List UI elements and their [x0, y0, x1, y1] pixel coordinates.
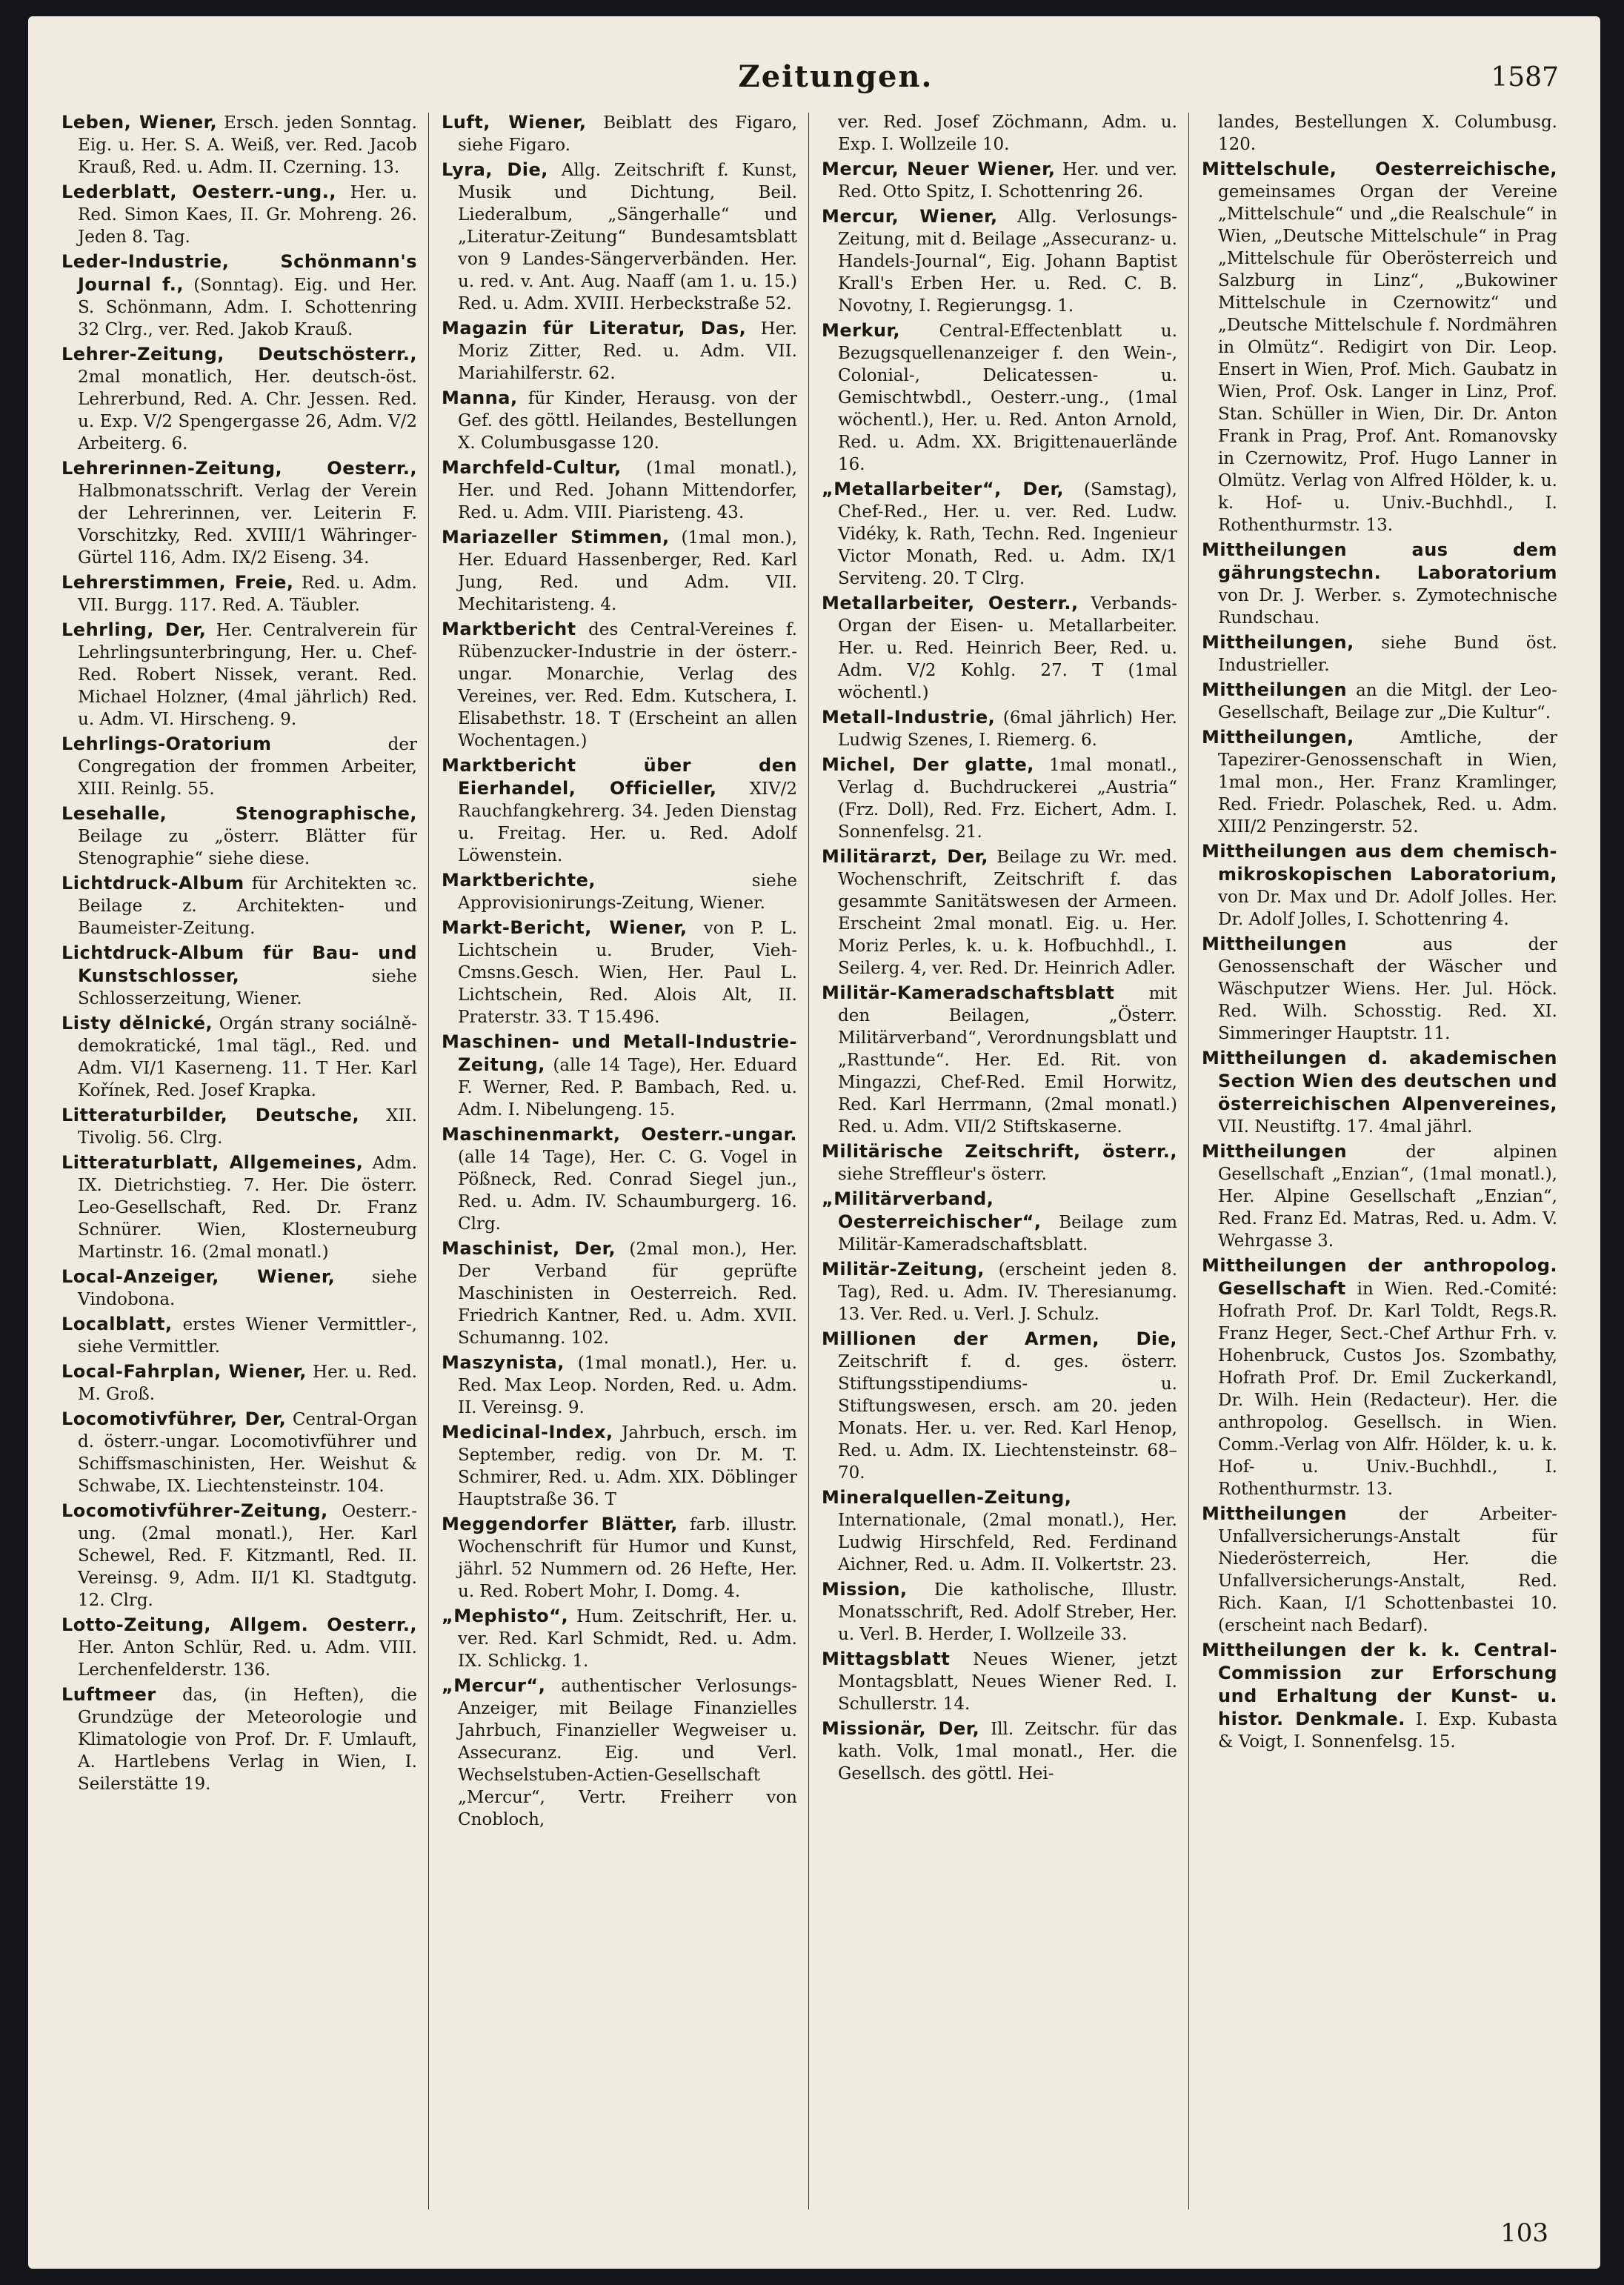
entry-text: von Dr. J. Werber. s. Zymotechnische Rundschau. — [1218, 586, 1557, 628]
column-divider — [428, 113, 429, 2209]
entry-text: (alle 14 Tage), Her. Eduard F. Werner, Red. P. Bambach, Red. u. Adm. I. Nibelungeng. 15. — [458, 1056, 797, 1120]
directory-entry — [442, 159, 797, 315]
directory-entry — [1202, 1639, 1557, 1753]
entry-headword: Leder-Industrie, Schönmann's Journal f., — [61, 251, 417, 295]
entry-text: Red. u. Adm. VII. Burgg. 117. Red. A. Täubler. — [78, 573, 417, 615]
column-4 — [1202, 111, 1557, 2215]
entry-text: aus der Genossenschaft der Wäscher und Wäschputzer Wiens. Her. Jul. Höck. Red. Wilh. Schosstig. Red. XI. Simmeringer Hauptstr. 11. — [1218, 935, 1557, 1043]
entry-headword: Leben, Wiener, — [61, 112, 218, 133]
entry-headword: Lichtdruck-Album — [61, 873, 244, 894]
entry-text: Beilage zu Wr. med. Wochenschrift, Zeitschrift f. das gesammte Sanitätswesen der Armeen. Erscheint 2mal monatl. Eig. u. Her. Moriz Perles, k. u. k. Hofbuchhdl., I. Seilerg. 4, ver. Red. Dr. Heinrich Adler. — [838, 848, 1177, 978]
entry-text: Die katholische, Illustr. Monatsschrift, Red. Adolf Streber, Her. u. Verl. B. Herder, I. Wollzeile 33. — [838, 1580, 1177, 1644]
directory-entry — [61, 457, 417, 569]
entry-text: Internationale, (2mal monatl.), Her. Ludwig Hirschfeld, Red. Ferdinand Aichner, Red. u. Adm. II. Volkertstr. 23. — [838, 1511, 1177, 1574]
entry-text: der Arbeiter-Unfallversicherungs-Anstalt für Niederösterreich, Her. die Unfallversicherungs-Anstalt, Red. Rich. Kaan, I/1 Schottenbastei 10. (erscheint nach Bedarf). — [1218, 1505, 1557, 1635]
directory-entry — [1202, 631, 1557, 676]
directory-entry — [61, 1360, 417, 1406]
column-1 — [61, 111, 417, 2215]
directory-entry — [61, 942, 417, 1010]
entry-text: von Dr. Max und Dr. Adolf Jolles. Her. Dr. Adolf Jolles, I. Schottenring 4. — [1218, 888, 1557, 929]
footer-number: 103 — [1500, 2218, 1548, 2248]
column-2 — [442, 111, 797, 2215]
directory-entry — [822, 1258, 1177, 1326]
entry-text: (1mal monatl.), Her. u. Red. Max Leop. Norden, Red. u. Adm. II. Vereinsg. 9. — [458, 1354, 797, 1417]
entry-headword: Merkur, — [822, 320, 900, 341]
directory-entry — [442, 1421, 797, 1511]
directory-entry — [442, 1123, 797, 1235]
entry-text: Allg. Zeitschrift f. Kunst, Musik und Dichtung, Beil. Liederalbum, „Sängerhalle“ und „Literatur-Zeitung“ Bundesamtsblatt von 9 Landes-Sängerverbänden. Her. u. red. v. Ant. Aug. Naaff (am 1. u. 15.) Red. u. Adm. XVIII. Herbeckstraße 52. — [458, 161, 797, 313]
entry-headword: Locomotivführer, Der, — [61, 1408, 287, 1429]
entry-headword: Mittheilungen aus dem gährungstechn. Laboratorium — [1202, 539, 1557, 583]
entry-text: für Architekten ꝛc. Beilage z. Architekten- und Baumeister-Zeitung. — [78, 874, 417, 938]
directory-entry — [442, 1674, 797, 1831]
directory-entry — [61, 343, 417, 455]
entry-headword: Lehrer-Zeitung, Deutschösterr., — [61, 344, 417, 365]
directory-entry — [442, 1513, 797, 1603]
directory-entry — [61, 1265, 417, 1311]
entry-text: siehe Bund öst. Industrieller. — [1218, 633, 1557, 675]
entry-headword: Mittelschule, Oesterreichische, — [1202, 159, 1557, 179]
entry-headword: Lederblatt, Oesterr.-ung., — [61, 182, 336, 202]
directory-entry — [442, 1605, 797, 1672]
directory-entry — [442, 111, 797, 156]
entry-headword: Mittheilungen — [1202, 934, 1348, 954]
entry-text: Beilage zum Militär-Kameradschaftsblatt. — [838, 1213, 1177, 1254]
directory-entry — [1202, 1503, 1557, 1637]
entry-text: (alle 14 Tage), Her. C. G. Vogel in Pößneck, Red. Conrad Siegel jun., Red. u. Adm. IV. Schaumburgerg. 16. Clrg. — [458, 1148, 797, 1234]
entry-headword: Mittagsblatt — [822, 1649, 951, 1669]
directory-entry — [442, 869, 797, 914]
directory-entry — [822, 1578, 1177, 1646]
entry-text: (1mal mon.), Her. Eduard Hassenberger, Red. Karl Jung, Red. und Adm. VII. Mechitaristeng. 4. — [458, 528, 797, 614]
directory-entry — [822, 205, 1177, 317]
entry-text: siehe Approvisionirungs-Zeitung, Wiener. — [458, 871, 797, 913]
entry-headword: Mission, — [822, 1579, 908, 1600]
entry-headword: Marktbericht — [442, 619, 576, 639]
entry-headword: Militärarzt, Der, — [822, 846, 989, 867]
directory-entry — [822, 1328, 1177, 1484]
entry-headword: Mariazeller Stimmen, — [442, 527, 670, 548]
page-number: 1587 — [1491, 62, 1559, 93]
entry-headword: Meggendorfer Blätter, — [442, 1514, 678, 1534]
entry-text: (6mal jährlich) Her. Ludwig Szenes, I. Riemerg. 6. — [838, 708, 1177, 750]
entry-headword: Lehrling, Der, — [61, 619, 207, 640]
entry-headword: Mittheilungen der anthropolog. Gesellschaft — [1202, 1255, 1557, 1299]
directory-entry — [822, 982, 1177, 1138]
directory-entry — [822, 478, 1177, 590]
entry-text: Central-Organ d. österr.-ungar. Locomotivführer und Schiffsmaschinisten, Her. Weishut & Schwabe, IX. Liechtensteinstr. 104. — [78, 1410, 417, 1496]
directory-entry — [822, 1486, 1177, 1576]
directory-entry — [1202, 840, 1557, 931]
entry-headword: Marktbericht über den Eierhandel, Officieller, — [442, 755, 797, 799]
entry-text: Her. u. Red. Simon Kaes, II. Gr. Mohreng. 26. Jeden 8. Tag. — [78, 183, 417, 247]
directory-entry — [61, 1683, 417, 1795]
entry-text: siehe Streffleur's österr. — [838, 1165, 1047, 1184]
directory-entry — [442, 1237, 797, 1349]
directory-entry — [1202, 158, 1557, 536]
directory-entry — [61, 1614, 417, 1681]
entry-headword: Maschinenmarkt, Oesterr.-ungar. — [442, 1124, 797, 1145]
directory-entry — [61, 1104, 417, 1149]
directory-entry — [61, 802, 417, 870]
entry-headword: Metall-Industrie, — [822, 707, 996, 728]
directory-entry — [61, 1500, 417, 1612]
directory-entry — [1202, 111, 1557, 156]
entry-headword: Mittheilungen d. akademischen Section Wien des deutschen und österreichischen Alpenvereines, — [1202, 1048, 1557, 1114]
entry-text: der alpinen Gesellschaft „Enzian“, (1mal monatl.), Her. Alpine Gesellschaft „Enzian“, Red. Franz Ed. Matras, Red. u. Adm. V. Wehrgasse 3. — [1218, 1142, 1557, 1251]
entry-headword: Marktberichte, — [442, 870, 596, 891]
entry-headword: Mineralquellen-Zeitung, — [822, 1487, 1072, 1508]
entry-text: Allg. Verlosungs-Zeitung, mit d. Beilage „Assecuranz- u. Handels-Journal“, Eig. Johann Baptist Krall's Erben Her. u. Red. C. B. Novotny, I. Regierungsg. 1. — [838, 207, 1177, 316]
entry-text: Adm. IX. Dietrichstieg. 7. Her. Die österr. Leo-Gesellschaft, Red. Dr. Franz Schnürer. Wien, Klosterneuburg Martinstr. 16. (2mal monatl.) — [78, 1154, 417, 1262]
entry-text: von P. L. Lichtschein u. Bruder, Vieh-Cmsns.Gesch. Wien, Her. Paul L. Lichtschein, Red. Alois Alt, II. Praterstr. 33. T 15.496. — [458, 919, 797, 1027]
column-3 — [822, 111, 1177, 2215]
directory-entry — [442, 754, 797, 867]
entry-headword: Localblatt, — [61, 1314, 173, 1334]
entry-text: mit den Beilagen, „Österr. Militärverband“, Verordnungsblatt und „Rasttunde“. Her. Ed. Rit. von Mingazzi, Chef-Red. Emil Horwitz, Red. Karl Herrmann, (2mal monatl.) Red. u. Adm. VII/2 Stiftskaserne. — [838, 984, 1177, 1137]
entry-text: an die Mitgl. der Leo-Gesellschaft, Beilage zur „Die Kultur“. — [1218, 681, 1557, 722]
entry-headword: Mittheilungen — [1202, 679, 1348, 700]
entry-headword: Michel, Der glatte, — [822, 754, 1034, 775]
directory-entry — [61, 1151, 417, 1263]
directory-entry — [822, 1717, 1177, 1785]
entry-headword: Lehrerinnen-Zeitung, Oesterr., — [61, 458, 417, 479]
entry-text: Orgán strany sociálně-demokratické, 1mal tägl., Red. und Adm. VI/1 Kaserneng. 11. T Her. Karl Kořínek, Red. Josef Krapka. — [78, 1014, 417, 1100]
entry-text: 2mal monatlich, Her. deutsch-öst. Lehrerbund, Red. A. Chr. Jessen. Red. u. Exp. V/2 Spengergasse 26, Adm. V/2 Arbeiterg. 6. — [78, 367, 417, 453]
entry-text: I. Exp. Kubasta & Voigt, I. Sonnenfelsg. 15. — [1218, 1710, 1557, 1752]
directory-entry — [1202, 1254, 1557, 1500]
directory-entry — [822, 1140, 1177, 1185]
entry-text: Neues Wiener, jetzt Montagsblatt, Neues Wiener Red. I. Schullerstr. 14. — [838, 1650, 1177, 1714]
directory-entry — [61, 733, 417, 800]
directory-entry — [442, 618, 797, 752]
entry-headword: Lichtdruck-Album für Bau- und Kunstschlosser, — [61, 942, 417, 986]
entry-headword: Luft, Wiener, — [442, 112, 587, 133]
entry-text: Her. und ver. Red. Otto Spitz, I. Schottenring 26. — [838, 160, 1177, 202]
entry-headword: Mercur, Neuer Wiener, — [822, 159, 1056, 179]
entry-headword: Mittheilungen der k. k. Central-Commission zur Erforschung und Erhaltung der Kunst- u. histor. Denkmale. — [1202, 1640, 1557, 1729]
entry-text: das, (in Heften), die Grundzüge der Meteorologie und Klimatologie von Prof. Dr. F. Umlauft, A. Hartlebens Verlag in Wien, I. Seilerstätte 19. — [78, 1686, 417, 1794]
entry-headword: Marchfeld-Cultur, — [442, 457, 622, 478]
entry-headword: Militärische Zeitschrift, österr., — [822, 1141, 1177, 1162]
directory-entry — [61, 619, 417, 731]
entry-headword: Militär-Zeitung, — [822, 1259, 985, 1280]
entry-text: Her. Anton Schlür, Red. u. Adm. VIII. Lerchenfelderstr. 136. — [78, 1638, 417, 1680]
entry-text: Her. u. Red. M. Groß. — [78, 1363, 417, 1404]
entry-text: 1mal monatl., Verlag d. Buchdruckerei „Austria“ (Frz. Doll), Red. Frz. Eichert, Adm. I. Sonnenfelsg. 21. — [838, 756, 1177, 842]
entry-headword: Lesehalle, Stenographische, — [61, 803, 417, 824]
entry-text: Ersch. jeden Sonntag. Eig. u. Her. S. A. Weiß, ver. Red. Jacob Krauß, Red. u. Adm. II. Czerning. 13. — [78, 113, 417, 177]
entry-text: Jahrbuch, ersch. im September, redig. von Dr. M. T. Schmirer, Red. u. Adm. XIX. Döblinger Hauptstraße 36. T — [458, 1423, 797, 1509]
entry-headword: Mittheilungen, — [1202, 632, 1354, 653]
entry-text: Halbmonatsschrift. Verlag der Verein der Lehrerinnen, ver. Leiterin F. Vorschitzky, Red. XVIII/1 Währinger-Gürtel 116, Adm. IX/2 Eiseng. 34. — [78, 482, 417, 568]
entry-headword: Magazin für Literatur, Das, — [442, 318, 747, 339]
entry-text: des Central-Vereines f. Rübenzucker-Industrie in der österr.-ungar. Monarchie, Verlag des Vereines, ver. Red. Edm. Kutschera, I. Elisabethstr. 18. T (Erscheint an allen Wochentagen.) — [458, 620, 797, 751]
entry-headword: Local-Fahrplan, Wiener, — [61, 1361, 307, 1382]
entry-text: Amtliche, der Tapezirer-Genossenschaft in Wien, 1mal mon., Her. Franz Kramlinger, Red. Friedr. Polaschek, Red. u. Adm. XIII/2 Penzingerstr. 52. — [1218, 728, 1557, 836]
entry-text: in Wien. Red.-Comité: Hofrath Prof. Dr. Karl Toldt, Regs.R. Franz Heger, Sect.-Chef Arthur Frh. v. Hohenbruck, Custos Jos. Szombathy, Hofrath Prof. Dr. Emil Zuckerkandl, Dr. Wilh. Hein (Redacteur). Her. die anthropolog. Gesellsch. in Wien. Comm.-Verlag von Alfr. Hölder, k. u. k. Hof- u. Univ.-Buchhdl., I. Rothenthurmstr. 13. — [1218, 1280, 1557, 1499]
directory-entry — [61, 181, 417, 248]
entry-text: (2mal mon.), Her. Der Verband für geprüfte Maschinisten in Oesterreich. Red. Friedrich Kantner, Red. u. Adm. XVII. Schumanng. 102. — [458, 1240, 797, 1348]
entry-headword: Locomotivführer-Zeitung, — [61, 1500, 328, 1521]
directory-entry — [1202, 679, 1557, 724]
entry-text: siehe Vindobona. — [78, 1268, 417, 1309]
entry-headword: Lehrerstimmen, Freie, — [61, 572, 294, 593]
page-title: Zeitungen. — [738, 59, 934, 94]
entry-text: Central-Effectenblatt u. Bezugsquellenanzeiger f. den Wein-, Colonial-, Delicatessen- u. Gemischtwbdl., Oesterr.-ung., (1mal wöchentl.), Her. u. Red. Anton Arnold, Red. u. Adm. XX. Brigittenauerlände 16. — [838, 322, 1177, 474]
entry-headword: Listy dělnické, — [61, 1013, 213, 1034]
entry-headword: Mittheilungen aus dem chemisch-mikroskopischen Laboratorium, — [1202, 841, 1557, 885]
entry-text: Verbands-Organ der Eisen- u. Metallarbeiter. Her. u. Red. Heinrich Beer, Red. u. Adm. V/2 Kohlg. 27. T (1mal wöchentl.) — [838, 594, 1177, 702]
entry-text: gemeinsames Organ der Vereine „Mittelschule“ und „die Realschule“ in Wien, „Deutsche Mittelschule“ in Prag „Mittelschule für Oberösterreich und Salzburg in Linz“, „Bukowiner Mittelschule in Czernowitz“ und „Deutsche Mittelschule f. Nordmähren in Olmütz“. Redigirt von Dir. Leop. Ensert in Wien, Prof. Mich. Gaubatz in Wien, Prof. Osk. Langer in Linz, Prof. Stan. Schüller in Wien, Dir. Dr. Anton Frank in Prag, Prof. Ant. Romanovsky in Czernowitz, Prof. Hugo Lanner in Olmütz. Verlag von Alfred Hölder, k. u. k. Hof- u. Univ.-Buchhdl., I. Rothenthurmstr. 13. — [1218, 182, 1557, 535]
directory-entry — [61, 1012, 417, 1102]
entry-text: authentischer Verlosungs-Anzeiger, mit Beilage Finanzielles Jahrbuch, Finanzieller Wegweiser u. Assecuranz. Eig. und Verl. Wechselstuben-Actien-Gesellschaft „Mercur“, Vertr. Freiherr von Cnobloch, — [458, 1677, 797, 1829]
directory-entry — [442, 317, 797, 385]
entry-headword: Medicinal-Index, — [442, 1422, 613, 1443]
entry-headword: Mittheilungen — [1202, 1503, 1348, 1524]
entry-headword: Local-Anzeiger, Wiener, — [61, 1266, 336, 1287]
directory-entry — [822, 1648, 1177, 1715]
entry-headword: Lotto-Zeitung, Allgem. Oesterr., — [61, 1614, 417, 1635]
directory-entry — [1202, 933, 1557, 1045]
directory-entry — [822, 592, 1177, 704]
entry-text: Ill. Zeitschr. für das kath. Volk, 1mal monatl., Her. die Gesellsch. des göttl. Hei- — [838, 1720, 1177, 1783]
entry-text: VII. Neustiftg. 17. 4mal jährl. — [1218, 1117, 1473, 1137]
entry-text: (1mal monatl.), Her. und Red. Johann Mittendorfer, Red. u. Adm. VIII. Piaristeng. 43. — [458, 459, 797, 522]
entry-text: (Samstag), Chef-Red., Her. u. ver. Red. Ludw. Vidéky, k. Rath, Techn. Red. Ingenieur Victor Monath, Red. u. Adm. IX/1 Serviteng. 20. T Clrg. — [838, 480, 1177, 588]
directory-entry — [442, 387, 797, 454]
entry-text: Beiblatt des Figaro, siehe Figaro. — [458, 113, 797, 155]
entry-headword: Mittheilungen, — [1202, 727, 1354, 748]
directory-entry — [822, 754, 1177, 843]
entry-text: XIV/2 Rauchfangkehrerg. 34. Jeden Dienstag u. Freitag. Her. u. Red. Adolf Löwenstein. — [458, 779, 797, 865]
entry-headword: Maschinist, Der, — [442, 1238, 616, 1259]
directory-entry — [61, 111, 417, 179]
entry-headword: Missionär, Der, — [822, 1718, 980, 1739]
entry-headword: Luftmeer — [61, 1684, 156, 1705]
entry-headword: Millionen der Armen, Die, — [822, 1328, 1177, 1349]
entry-headword: „Metallarbeiter“, Der, — [822, 479, 1064, 499]
entry-headword: „Mephisto“, — [442, 1606, 569, 1626]
entry-text: XII. Tivolig. 56. Clrg. — [78, 1106, 417, 1148]
entry-text: erstes Wiener Vermittler-, siehe Vermittler. — [78, 1315, 417, 1357]
entry-text: Hum. Zeitschrift, Her. u. ver. Red. Karl Schmidt, Red. u. Adm. IX. Schlickg. 1. — [458, 1607, 797, 1671]
column-divider — [808, 113, 809, 2209]
entry-text: farb. illustr. Wochenschrift für Humor und Kunst, jährl. 52 Nummern od. 26 Hefte, Her. u. Red. Robert Mohr, I. Domg. 4. — [458, 1515, 797, 1601]
entry-headword: Mittheilungen — [1202, 1141, 1348, 1162]
column-divider — [1188, 113, 1189, 2209]
entry-headword: Metallarbeiter, Oesterr., — [822, 593, 1079, 613]
entry-headword: „Mercur“, — [442, 1675, 546, 1696]
entry-text: (Sonntag). Eig. und Her. S. Schönmann, Adm. I. Schottenring 32 Clrg., ver. Red. Jakob Krauß. — [78, 276, 417, 339]
directory-entry — [1202, 1047, 1557, 1138]
directory-entry — [442, 1031, 797, 1121]
directory-entry — [61, 1313, 417, 1358]
directory-entry — [1202, 726, 1557, 838]
entry-text: Her. Moriz Zitter, Red. u. Adm. VII. Mariahilferstr. 62. — [458, 319, 797, 383]
entry-text: landes, Bestellungen X. Columbusg. 120. — [1218, 113, 1557, 154]
entry-text: Oesterr.-ung. (2mal monatl.), Her. Karl Schewel, Red. F. Kitzmantl, Red. II. Vereinsg. 9, Adm. II/1 Kl. Stadtgutg. 12. Clrg. — [78, 1502, 417, 1610]
directory-entry — [822, 111, 1177, 156]
entry-headword: „Militärverband, Oesterreichischer“, — [822, 1188, 1042, 1232]
entry-headword: Mercur, Wiener, — [822, 206, 998, 227]
directory-entry — [822, 158, 1177, 203]
entry-headword: Militär-Kameradschaftsblatt — [822, 982, 1115, 1003]
entry-headword: Lehrlings-Oratorium — [61, 734, 272, 754]
directory-entry — [61, 872, 417, 939]
directory-entry — [61, 571, 417, 616]
entry-text: der Congregation der frommen Arbeiter, XIII. Reinlg. 55. — [78, 735, 417, 799]
directory-entry — [822, 319, 1177, 476]
entry-text: Zeitschrift f. d. ges. österr. Stiftungsstipendiums- u. Stiftungswesen, ersch. am 20. jeden Monats. Her. u. ver. Red. Karl Henop, Red. u. Adm. IX. Liechtensteinstr. 68–70. — [838, 1352, 1177, 1483]
entry-text: für Kinder, Herausg. von der Gef. des göttl. Heilandes, Bestellungen X. Columbusgasse 120. — [458, 389, 797, 453]
directory-entry — [1202, 539, 1557, 629]
directory-entry — [442, 1351, 797, 1419]
entry-headword: Maszynista, — [442, 1352, 565, 1373]
entry-text: (erscheint jeden 8. Tag), Red. u. Adm. IV. Theresianumg. 13. Ver. Red. u. Verl. J. Schulz. — [838, 1260, 1177, 1324]
entry-headword: Lyra, Die, — [442, 159, 548, 180]
directory-entry — [822, 845, 1177, 979]
entry-text: Her. Centralverein für Lehrlingsunterbringung, Her. u. Chef-Red. Robert Nissek, verant. Red. Michael Holzner, (4mal jährlich) Red. u. Adm. VI. Hirscheng. 9. — [78, 621, 417, 729]
entry-text: Beilage zu „österr. Blätter für Stenographie“ siehe diese. — [78, 827, 417, 868]
entry-headword: Manna, — [442, 388, 518, 408]
entry-text: ver. Red. Josef Zöchmann, Adm. u. Exp. I. Wollzeile 10. — [838, 113, 1177, 154]
entry-headword: Litteraturblatt, Allgemeines, — [61, 1152, 364, 1173]
directory-entry — [61, 250, 417, 341]
entry-headword: Markt-Bericht, Wiener, — [442, 917, 688, 938]
entry-headword: Maschinen- und Metall-Industrie-Zeitung, — [442, 1031, 797, 1075]
directory-entry — [442, 526, 797, 616]
entry-text: siehe Schlosserzeitung, Wiener. — [78, 967, 417, 1008]
directory-entry — [442, 456, 797, 524]
directory-entry — [1202, 1140, 1557, 1252]
directory-entry — [442, 917, 797, 1028]
directory-entry — [61, 1408, 417, 1497]
entry-headword: Litteraturbilder, Deutsche, — [61, 1105, 360, 1125]
directory-entry — [822, 1188, 1177, 1256]
page-sheet — [28, 16, 1600, 2269]
directory-entry — [822, 706, 1177, 751]
